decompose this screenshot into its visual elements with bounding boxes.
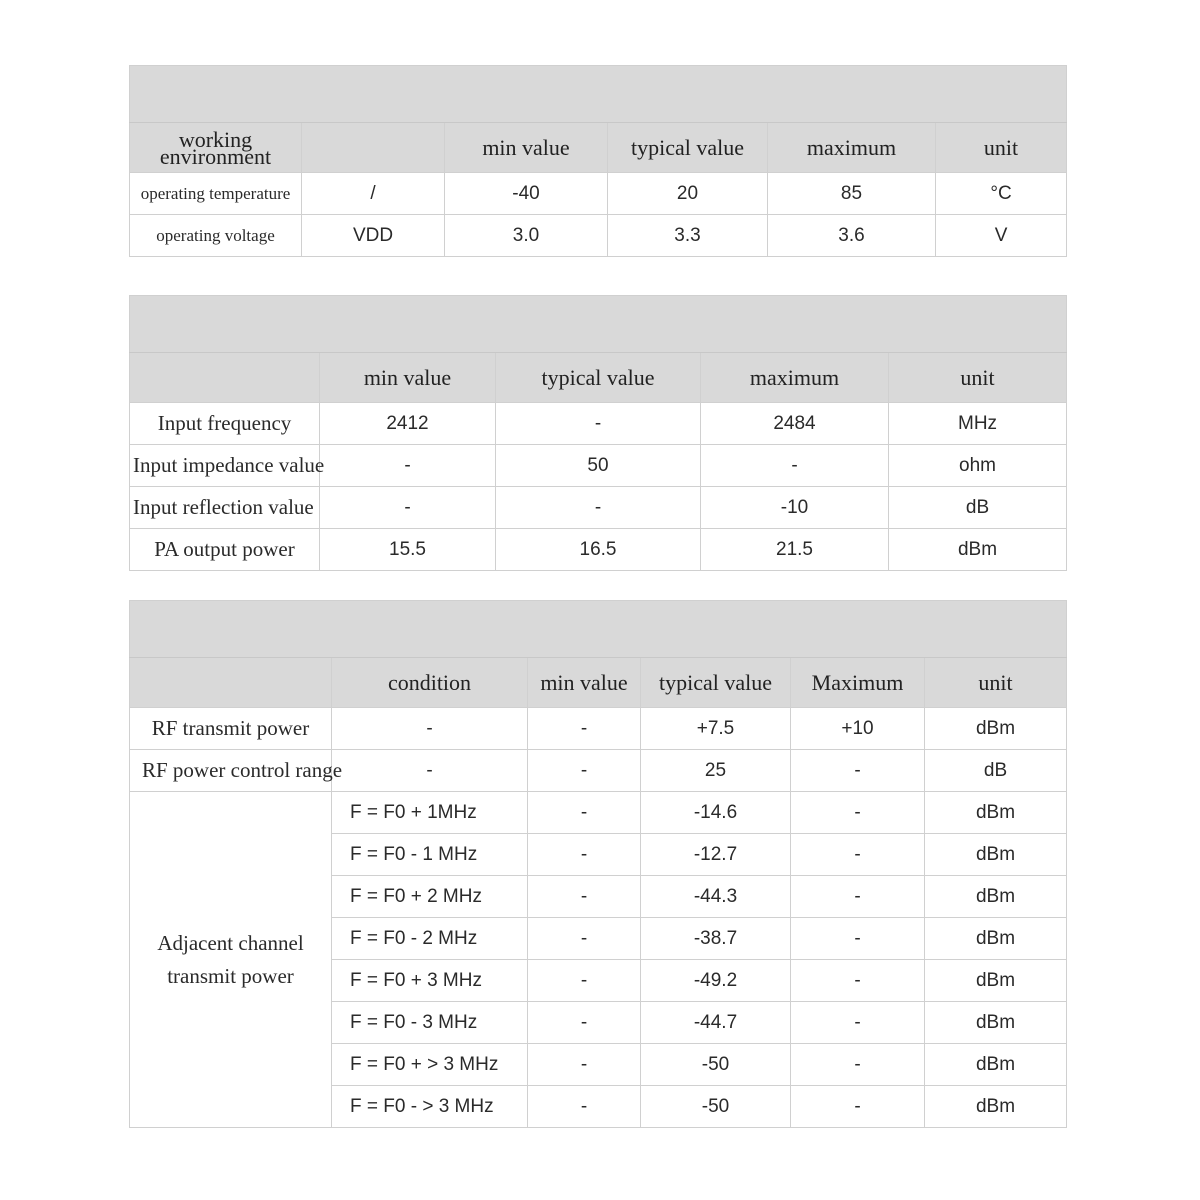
table-row [130, 173, 1067, 215]
typ-cell: 50 [496, 445, 701, 487]
working-environment-table [129, 65, 1067, 257]
min-cell: 15.5 [320, 529, 496, 571]
min-cell: - [528, 960, 641, 1002]
adjacent-label-line1: Adjacent channel [157, 930, 304, 955]
cond-cell: - [332, 708, 528, 750]
cond-cell: F = F0 - > 3 MHz [332, 1086, 528, 1128]
typ-cell: 25 [641, 750, 791, 792]
header-parameter [130, 658, 332, 708]
max-cell: - [791, 876, 925, 918]
table-title-band [130, 296, 1067, 353]
header-unit: unit [925, 658, 1067, 708]
table-title-band [130, 601, 1067, 658]
min-cell: - [528, 708, 641, 750]
cond-cell: F = F0 + > 3 MHz [332, 1044, 528, 1086]
table-row [130, 215, 1067, 257]
header-min-value: min value [445, 123, 608, 173]
header-condition: condition [332, 658, 528, 708]
max-cell: - [791, 960, 925, 1002]
table-title-band [130, 66, 1067, 123]
header-unit: unit [936, 123, 1067, 173]
min-cell: - [528, 876, 641, 918]
max-cell: +10 [791, 708, 925, 750]
unit-cell: dBm [925, 792, 1067, 834]
header-symbol [302, 123, 445, 173]
header-min-value: min value [320, 353, 496, 403]
param-label: PA output power [130, 529, 320, 571]
unit-cell: dB [889, 487, 1067, 529]
header-maximum: maximum [701, 353, 889, 403]
unit-cell: dBm [925, 708, 1067, 750]
min-cell: - [528, 1044, 641, 1086]
header-unit: unit [889, 353, 1067, 403]
max-cell: - [791, 1002, 925, 1044]
input-parameters-table [129, 295, 1067, 571]
symbol-cell: VDD [302, 215, 445, 257]
cond-cell: F = F0 - 1 MHz [332, 834, 528, 876]
cond-cell: F = F0 - 3 MHz [332, 1002, 528, 1044]
max-cell: - [791, 834, 925, 876]
max-cell: 2484 [701, 403, 889, 445]
typ-cell: 3.3 [608, 215, 768, 257]
header-parameter [130, 353, 320, 403]
max-cell: 21.5 [701, 529, 889, 571]
min-cell: - [528, 1002, 641, 1044]
transmit-parameters-table [129, 600, 1067, 1128]
header-working-environment: working environment [130, 123, 302, 173]
typ-cell: - [496, 403, 701, 445]
max-cell: - [791, 1044, 925, 1086]
header-min-value: min value [528, 658, 641, 708]
unit-cell: dB [925, 750, 1067, 792]
typ-cell: - [496, 487, 701, 529]
min-cell: 3.0 [445, 215, 608, 257]
typ-cell: -12.7 [641, 834, 791, 876]
unit-cell: dBm [889, 529, 1067, 571]
typ-cell: +7.5 [641, 708, 791, 750]
typ-cell: -44.3 [641, 876, 791, 918]
min-cell: - [528, 918, 641, 960]
typ-cell: -14.6 [641, 792, 791, 834]
unit-cell: °C [936, 173, 1067, 215]
max-cell: - [701, 445, 889, 487]
param-label: Input reflection value [130, 487, 320, 529]
unit-cell: dBm [925, 1044, 1067, 1086]
unit-cell: MHz [889, 403, 1067, 445]
param-label: operating temperature [130, 173, 302, 215]
header-maximum: maximum [768, 123, 936, 173]
typ-cell: -50 [641, 1044, 791, 1086]
typ-cell: 20 [608, 173, 768, 215]
unit-cell: dBm [925, 1002, 1067, 1044]
param-label: RF transmit power [130, 708, 332, 750]
max-cell: - [791, 750, 925, 792]
table-row [130, 529, 1067, 571]
unit-cell: dBm [925, 876, 1067, 918]
typ-cell: -49.2 [641, 960, 791, 1002]
min-cell: -40 [445, 173, 608, 215]
min-cell: - [528, 834, 641, 876]
min-cell: - [528, 1086, 641, 1128]
header-maximum: Maximum [791, 658, 925, 708]
unit-cell: ohm [889, 445, 1067, 487]
header-typical-value: typical value [641, 658, 791, 708]
typ-cell: -50 [641, 1086, 791, 1128]
table-header-row [130, 658, 1067, 708]
unit-cell: dBm [925, 918, 1067, 960]
unit-cell: dBm [925, 960, 1067, 1002]
param-label: Input impedance value [130, 445, 320, 487]
table-row [130, 445, 1067, 487]
table-row [130, 403, 1067, 445]
cond-cell: F = F0 + 3 MHz [332, 960, 528, 1002]
unit-cell: dBm [925, 834, 1067, 876]
typ-cell: -44.7 [641, 1002, 791, 1044]
typ-cell: -38.7 [641, 918, 791, 960]
cond-cell: - [332, 750, 528, 792]
max-cell: 3.6 [768, 215, 936, 257]
cond-cell: F = F0 + 2 MHz [332, 876, 528, 918]
max-cell: - [791, 792, 925, 834]
unit-cell: V [936, 215, 1067, 257]
max-cell: - [791, 1086, 925, 1128]
param-label: Input frequency [130, 403, 320, 445]
min-cell: - [528, 750, 641, 792]
table-header-row [130, 123, 1067, 173]
table-row [130, 750, 1067, 792]
max-cell: - [791, 918, 925, 960]
adjacent-channel-label [130, 792, 332, 1128]
min-cell: - [320, 487, 496, 529]
table-row [130, 792, 1067, 834]
table-row [130, 708, 1067, 750]
unit-cell: dBm [925, 1086, 1067, 1128]
param-label: RF power control range [130, 750, 332, 792]
max-cell: -10 [701, 487, 889, 529]
max-cell: 85 [768, 173, 936, 215]
header-typical-value: typical value [496, 353, 701, 403]
min-cell: - [320, 445, 496, 487]
adjacent-label-line2: transmit power [167, 963, 294, 988]
symbol-cell: / [302, 173, 445, 215]
header-typical-value: typical value [608, 123, 768, 173]
param-label: operating voltage [130, 215, 302, 257]
table-header-row [130, 353, 1067, 403]
cond-cell: F = F0 + 1MHz [332, 792, 528, 834]
min-cell: - [528, 792, 641, 834]
cond-cell: F = F0 - 2 MHz [332, 918, 528, 960]
table-row [130, 487, 1067, 529]
typ-cell: 16.5 [496, 529, 701, 571]
min-cell: 2412 [320, 403, 496, 445]
